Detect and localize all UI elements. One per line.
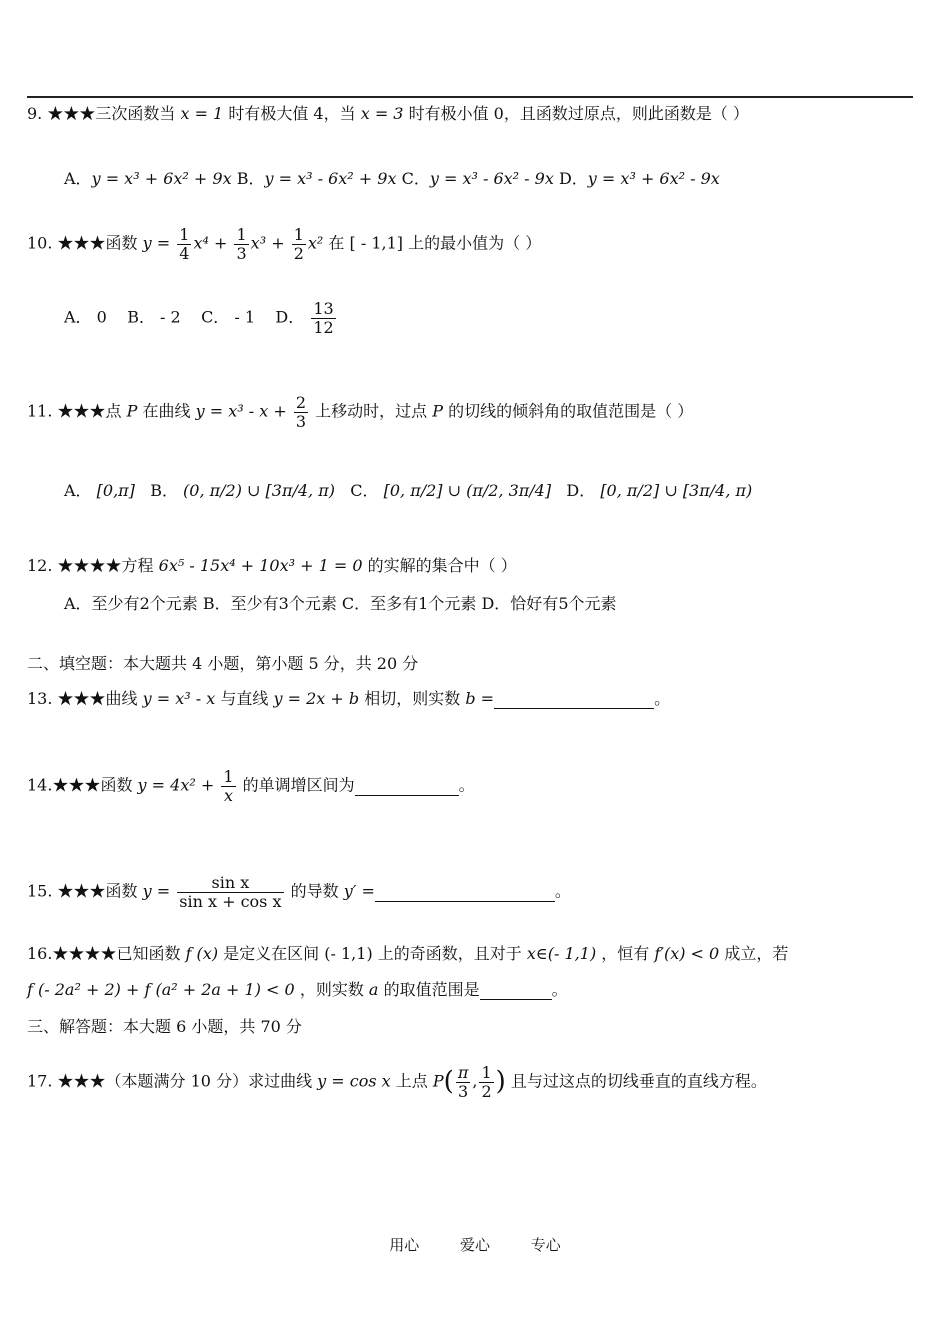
q9-tail: 时有极小值 0，且函数过原点，则此函数是（ ）: [408, 104, 749, 123]
q9-label: 9. ★★★三次函数当: [27, 104, 176, 123]
q17-curve: y = cos x: [317, 1071, 391, 1091]
q14-answer-blank[interactable]: [355, 776, 459, 796]
q10-option-b: - 2: [160, 307, 181, 327]
q14-frac-num: 1: [223, 767, 234, 786]
q11-tail: 的切线的倾斜角的取值范围是（ ）: [448, 401, 694, 421]
q16-text-6: 的取值范围是: [383, 980, 480, 999]
q11-frac-num: 2: [295, 393, 307, 412]
question-13: [27, 689, 670, 709]
q11-option-d: [0, π/2] ∪ [3π/4, π): [600, 481, 753, 500]
q11-option-c: [0, π/2] ∪ (π/2, 3π/4]: [383, 481, 552, 500]
question-17: 17. ★★★（本题满分 10 分）求过曲线 y = cos x 上点 P( $\frac{\pi}{3}$ , $\frac{1}{2}$ ) 且与过这点的切线垂直的直线方程。: [27, 1063, 767, 1101]
q16-text-2: 上的奇函数，且对于: [377, 944, 522, 963]
q10-frac-1: [177, 226, 191, 262]
section-3-heading: 三、解答题：本大题 6 小题，共 70 分: [27, 1017, 302, 1036]
q12-option-b-tail: 个元素: [288, 594, 337, 613]
q10-option-d-frac: [311, 300, 335, 336]
q15-y: y =: [142, 881, 171, 901]
q10-frac-1-num: 1: [179, 225, 190, 244]
q11-frac-den: 3: [295, 411, 307, 431]
q10-option-d-label: D．: [275, 307, 305, 327]
q14-end: 。: [458, 775, 475, 795]
q12-option-b-num: 3: [278, 594, 289, 613]
q13-mid: 与直线: [220, 689, 269, 708]
q9-option-b-label: B．: [236, 169, 265, 188]
q13-b: b =: [465, 689, 495, 708]
q9-option-c-label: C．: [401, 169, 430, 188]
q14-tail: 的单调增区间为: [242, 775, 355, 795]
q12-equation: 6x⁵ - 15x⁴ + 10x³ + 1 = 0: [158, 556, 363, 575]
q12-option-a-num: 2: [139, 594, 150, 613]
question-15: [27, 874, 571, 910]
q16-function: f (x): [185, 944, 219, 963]
question-11: [27, 394, 693, 430]
q10-tail: 上的最小值为（ ）: [408, 233, 542, 253]
q10-option-a: 0: [96, 307, 107, 327]
q10-y: y =: [142, 233, 171, 253]
q11-mid: 上移动时，过点: [315, 401, 428, 421]
q10-frac-1-den: 4: [179, 243, 190, 263]
q14-frac-den: x: [223, 785, 233, 805]
q16-answer-blank[interactable]: [480, 980, 552, 1000]
q12-option-d-tail: 个元素: [568, 594, 617, 613]
q17-frac-1: [456, 1064, 471, 1100]
q10-option-a-label: A．: [64, 307, 92, 327]
q10-options: [64, 300, 338, 336]
q14-frac: [221, 768, 235, 804]
q12-tail: 的实解的集合中（ ）: [367, 556, 517, 575]
q15-frac-den: sin x + cos x: [179, 891, 282, 911]
q10-frac-2-den: 3: [236, 243, 247, 263]
q10-option-c-label: C．: [201, 307, 230, 327]
q13-line: y = 2x + b: [273, 689, 360, 708]
q10-option-d-num: 13: [313, 299, 334, 318]
q10-option-c: - 1: [234, 307, 256, 327]
q10-term-1: x⁴ +: [193, 233, 228, 253]
footer-item-2: 爱心: [459, 1236, 490, 1254]
q11-option-b-label: B．: [150, 481, 178, 500]
q9-option-d: y = x³ + 6x² - 9x: [587, 169, 720, 188]
q12-option-d-num: 5: [558, 594, 569, 613]
q10-term-3: x²: [307, 233, 324, 253]
q11-point: P: [126, 401, 138, 421]
page-footer: [0, 1234, 950, 1255]
q11-option-a-label: A．: [64, 481, 92, 500]
q10-frac-3: [292, 226, 306, 262]
q13-answer-blank[interactable]: [494, 689, 654, 709]
q15-frac: [177, 874, 283, 910]
question-14: [27, 768, 475, 804]
q16-text-4: 成立，若: [724, 944, 789, 963]
q16-text-3: ，恒有: [601, 944, 650, 963]
q16-text-1: 是定义在区间: [223, 944, 320, 963]
q12-option-b: B．至少有: [202, 594, 279, 613]
q10-frac-3-num: 1: [293, 225, 304, 244]
q14-label: 14.★★★函数: [27, 775, 133, 795]
q11-frac: [294, 394, 308, 430]
q15-frac-num: sin x: [177, 874, 283, 893]
q9-mid: 时有极大值 4，当: [228, 104, 356, 123]
q13-label: 13. ★★★曲线: [27, 689, 138, 708]
footer-item-1: 用心: [389, 1236, 420, 1254]
q16-inequality: f (- 2a² + 2) + f (a² + 2a + 1) < 0: [27, 980, 295, 999]
q11-on-curve: 在曲线: [142, 401, 191, 421]
q10-option-b-label: B．: [127, 307, 155, 327]
q17-frac-2-den: 2: [481, 1081, 492, 1101]
q15-label: 15. ★★★函数: [27, 881, 138, 901]
q9-option-a: y = x³ + 6x² + 9x: [91, 169, 232, 188]
q9-cond2: x = 3: [360, 104, 404, 123]
q16-interval: (- 1,1): [324, 944, 373, 963]
q11-point-2: P: [432, 401, 444, 421]
q9-option-d-label: D．: [558, 169, 588, 188]
q17-frac-2-num: 1: [481, 1063, 492, 1082]
q12-option-c-tail: 个元素: [428, 594, 477, 613]
q16-derivative: f′(x) < 0: [654, 944, 720, 963]
q12-option-a-tail: 个元素: [149, 594, 198, 613]
q13-end: 。: [654, 689, 671, 708]
q12-option-c-num: 1: [418, 594, 429, 613]
q10-frac-2: [234, 226, 248, 262]
q10-frac-3-den: 2: [293, 243, 304, 263]
q13-tail: 相切，则实数: [364, 689, 461, 708]
q9-option-c: y = x³ - 6x² - 9x: [429, 169, 554, 188]
section-2-heading: 二、填空题：本大题共 4 小题，第小题 5 分，共 20 分: [27, 654, 419, 673]
question-16: [27, 944, 788, 963]
q17-frac-1-den: 3: [457, 1081, 469, 1101]
top-rule: [27, 96, 913, 98]
q10-on: 在: [328, 233, 345, 253]
q17-tail: 且与过这点的切线垂直的直线方程。: [510, 1071, 767, 1091]
q15-end: 。: [554, 881, 571, 901]
question-9: [27, 104, 749, 123]
q17-mid: 上点: [395, 1071, 428, 1091]
question-16-cont: [27, 980, 568, 1000]
q9-options: [64, 166, 720, 189]
q11-options: [64, 478, 752, 501]
q12-options: [64, 591, 617, 614]
q15-derivative: y′ =: [343, 881, 375, 901]
q10-option-d-den: 12: [313, 317, 334, 337]
q14-function: y = 4x² +: [137, 775, 215, 795]
q15-tail: 的导数: [290, 881, 339, 901]
q11-label: 11. ★★★点: [27, 401, 122, 421]
q10-term-2: x³ +: [250, 233, 285, 253]
q17-frac-1-num: π: [457, 1063, 469, 1082]
q15-answer-blank[interactable]: [375, 882, 555, 902]
question-10: [27, 226, 541, 262]
q11-option-a: [0,π]: [96, 481, 135, 500]
question-12: [27, 556, 517, 575]
q10-label: 10. ★★★函数: [27, 233, 138, 253]
q10-frac-2-num: 1: [236, 225, 247, 244]
q11-curve: y = x³ - x +: [195, 401, 287, 421]
q12-label: 12. ★★★★方程: [27, 556, 154, 575]
q12-option-a: A．至少有: [64, 594, 140, 613]
q11-option-c-label: C．: [350, 481, 379, 500]
q13-curve: y = x³ - x: [142, 689, 216, 708]
footer-item-3: 专心: [530, 1236, 561, 1254]
q10-interval: [ - 1,1]: [349, 233, 404, 253]
q16-label: 16.★★★★已知函数: [27, 944, 181, 963]
q17-point: P: [432, 1071, 444, 1091]
q9-option-a-label: A．: [64, 169, 92, 188]
q12-option-c: C．至多有: [341, 594, 419, 613]
q17-label: 17. ★★★（本题满分 10 分）求过曲线: [27, 1071, 313, 1091]
q16-x-in: x∈(- 1,1): [526, 944, 597, 963]
q9-option-b: y = x³ - 6x² + 9x: [264, 169, 397, 188]
q16-end: 。: [551, 980, 568, 999]
q9-cond1: x = 1: [180, 104, 224, 123]
q16-text-5: ，则实数: [299, 980, 364, 999]
q17-frac-2: [479, 1064, 493, 1100]
q11-option-d-label: D．: [566, 481, 596, 500]
q12-option-d: D．恰好有: [481, 594, 559, 613]
q16-a: a: [368, 980, 379, 999]
q11-option-b: (0, π/2) ∪ [3π/4, π): [183, 481, 335, 500]
